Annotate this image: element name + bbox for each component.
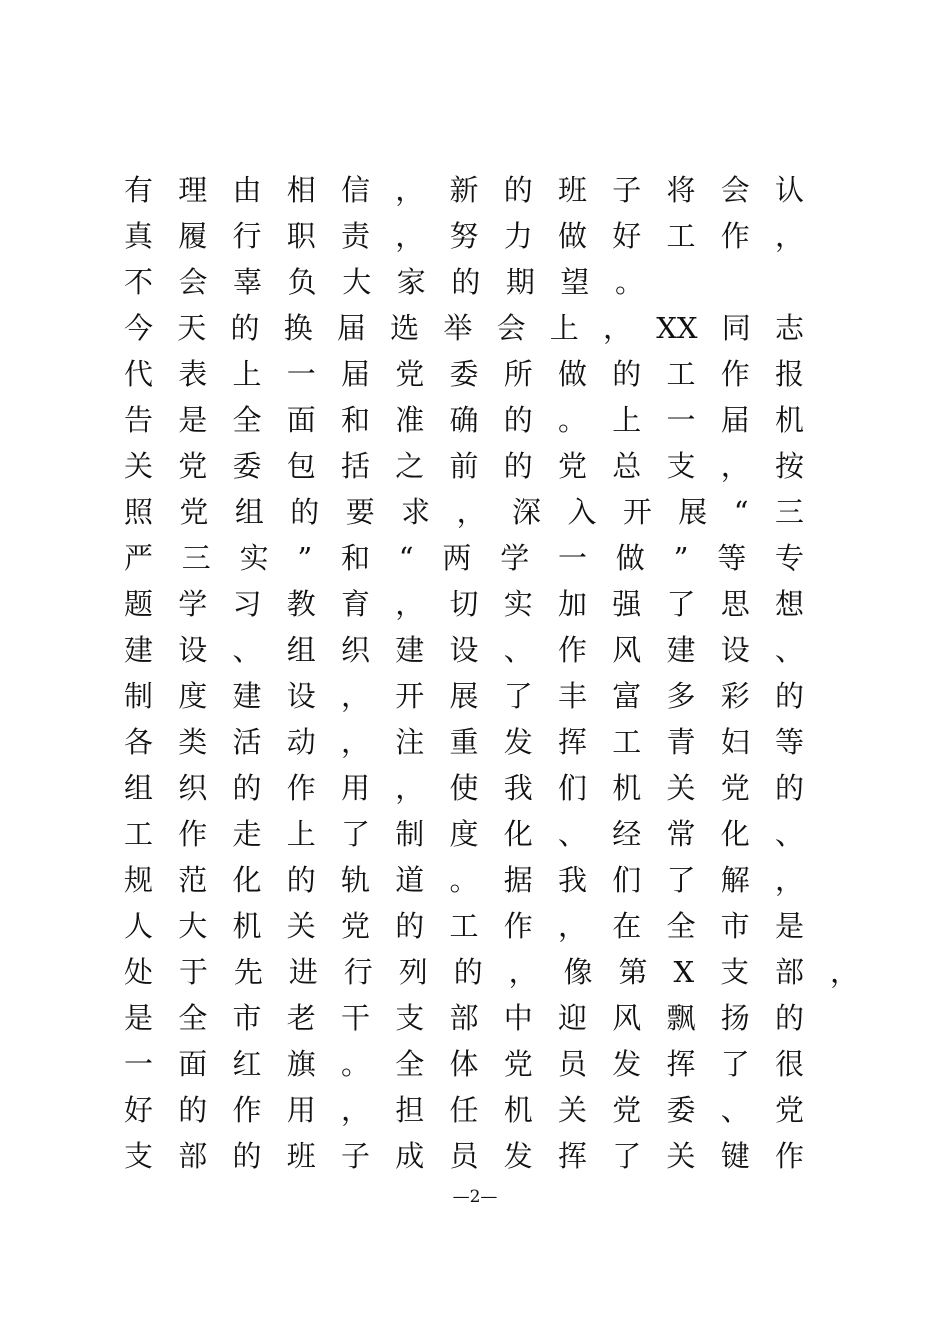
body-text-line: 真履行职责，努力做好工作，	[124, 219, 804, 253]
body-text-line: 好的作用，担任机关党委、党	[124, 1093, 804, 1127]
body-text-line: 今天的换届选举会上，XX同志	[124, 311, 804, 345]
body-text-line: 建设、组织建设、作风建设、	[124, 633, 804, 667]
body-text-line: 规范化的轨道。据我们了解，	[124, 863, 804, 897]
body-text-line: 支部的班子成员发挥了关键作	[124, 1139, 804, 1173]
body-text-line: 代表上一届党委所做的工作报	[124, 357, 804, 391]
body-text-line: 题学习教育，切实加强了思想	[124, 587, 804, 621]
body-text-line: 严三实”和“两学一做”等专	[124, 541, 804, 575]
body-text-line: 是全市老干支部中迎风飘扬的	[124, 1001, 804, 1035]
body-text-line: 照党组的要求，深入开展“三	[124, 495, 804, 529]
body-text-line: 工作走上了制度化、经常化、	[124, 817, 804, 851]
body-text-line: 制度建设，开展了丰富多彩的	[124, 679, 804, 713]
body-text-line: 各类活动，注重发挥工青妇等	[124, 725, 804, 759]
body-text-line: 人大机关党的工作，在全市是	[124, 909, 804, 943]
body-text-line: 关党委包括之前的党总支，按	[124, 449, 804, 483]
body-text-line: 不会辜负大家的期望。	[124, 265, 644, 299]
body-text-line: 一面红旗。全体党员发挥了很	[124, 1047, 804, 1081]
body-text-line: 组织的作用，使我们机关党的	[124, 771, 804, 805]
body-text-line: 告是全面和准确的。上一届机	[124, 403, 804, 437]
body-text-line: 有理由相信，新的班子将会认	[124, 173, 804, 207]
body-text-line: 处于先进行列的，像第X支部，	[124, 955, 859, 989]
page-number: —2—	[452, 1187, 498, 1207]
